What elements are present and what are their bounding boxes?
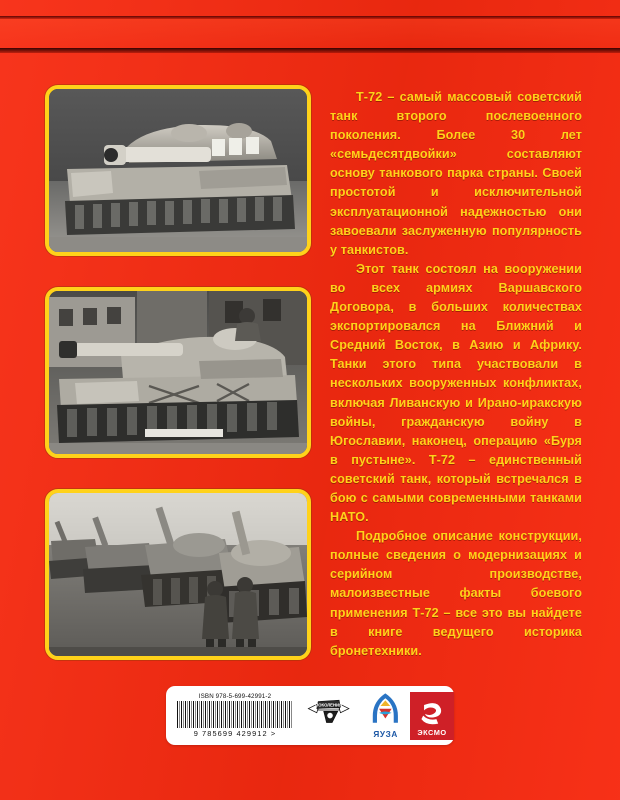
photo-t72-urban-street bbox=[45, 287, 311, 458]
yauza-logo-icon bbox=[370, 692, 401, 726]
pokolenia-logo-icon bbox=[307, 696, 350, 724]
eksmo-logo-icon bbox=[410, 698, 454, 728]
photo-t72-front-view-image bbox=[49, 89, 307, 252]
eksmo-logo bbox=[410, 692, 454, 740]
barcode-bars bbox=[177, 701, 293, 728]
isbn-publisher-panel bbox=[166, 686, 454, 745]
blurb-paragraph-1: Т-72 – самый массовый советский танк второго послевоенного поколения. Более 30 лет «семьдесятдвойки» составляют основу танкового парка страны. Своей простотой и исключительной эксплуатационной надежностью они завоевали заслуженную популярность у танкистов. bbox=[330, 90, 582, 257]
back-cover-blurb bbox=[330, 88, 582, 661]
yauza-logo-text: ЯУЗА bbox=[373, 729, 398, 739]
isbn-barcode-block bbox=[177, 693, 293, 738]
photo-t72-front-view bbox=[45, 85, 311, 256]
blurb-paragraph-2: Этот танк состоял на вооружении во всех армиях Варшавского Договора, в больших количествах экспортировался на Ближний и Средний Восток, в Азию и Африку. Танки этого типа участвовали в нескольких вооруженных конфликтах, включая Ливанскую и Ирано-иракскую войны, гражданскую войну в Югославии, наконец, операцию «Буря в пустыне». Т-72 – единственный советский танк, который встречался в бою с самыми современными танками НАТО. bbox=[330, 261, 582, 525]
photo-t72-column-with-crew-image bbox=[49, 493, 307, 656]
blurb-paragraph-3: Подробное описание конструкции, полные сведения о модернизациях и серийном производстве, малоизвестные факты боевого применения Т-72 – все это вы найдете в книге ведущего историка бронетехники. bbox=[330, 529, 582, 658]
barcode-digits: 9 785699 429912 > bbox=[193, 729, 277, 738]
yauza-logo bbox=[370, 692, 401, 740]
photo-gallery bbox=[45, 85, 311, 691]
eksmo-logo-text: ЭКСМО bbox=[417, 727, 447, 737]
pokolenia-logo-text: ПОКОЛЕНИЯ bbox=[315, 701, 342, 707]
isbn-label: ISBN 978-5-699-42991-2 bbox=[198, 693, 272, 700]
photo-t72-urban-street-image bbox=[49, 291, 307, 454]
pokolenia-logo bbox=[307, 696, 350, 736]
photo-t72-column-with-crew bbox=[45, 489, 311, 660]
